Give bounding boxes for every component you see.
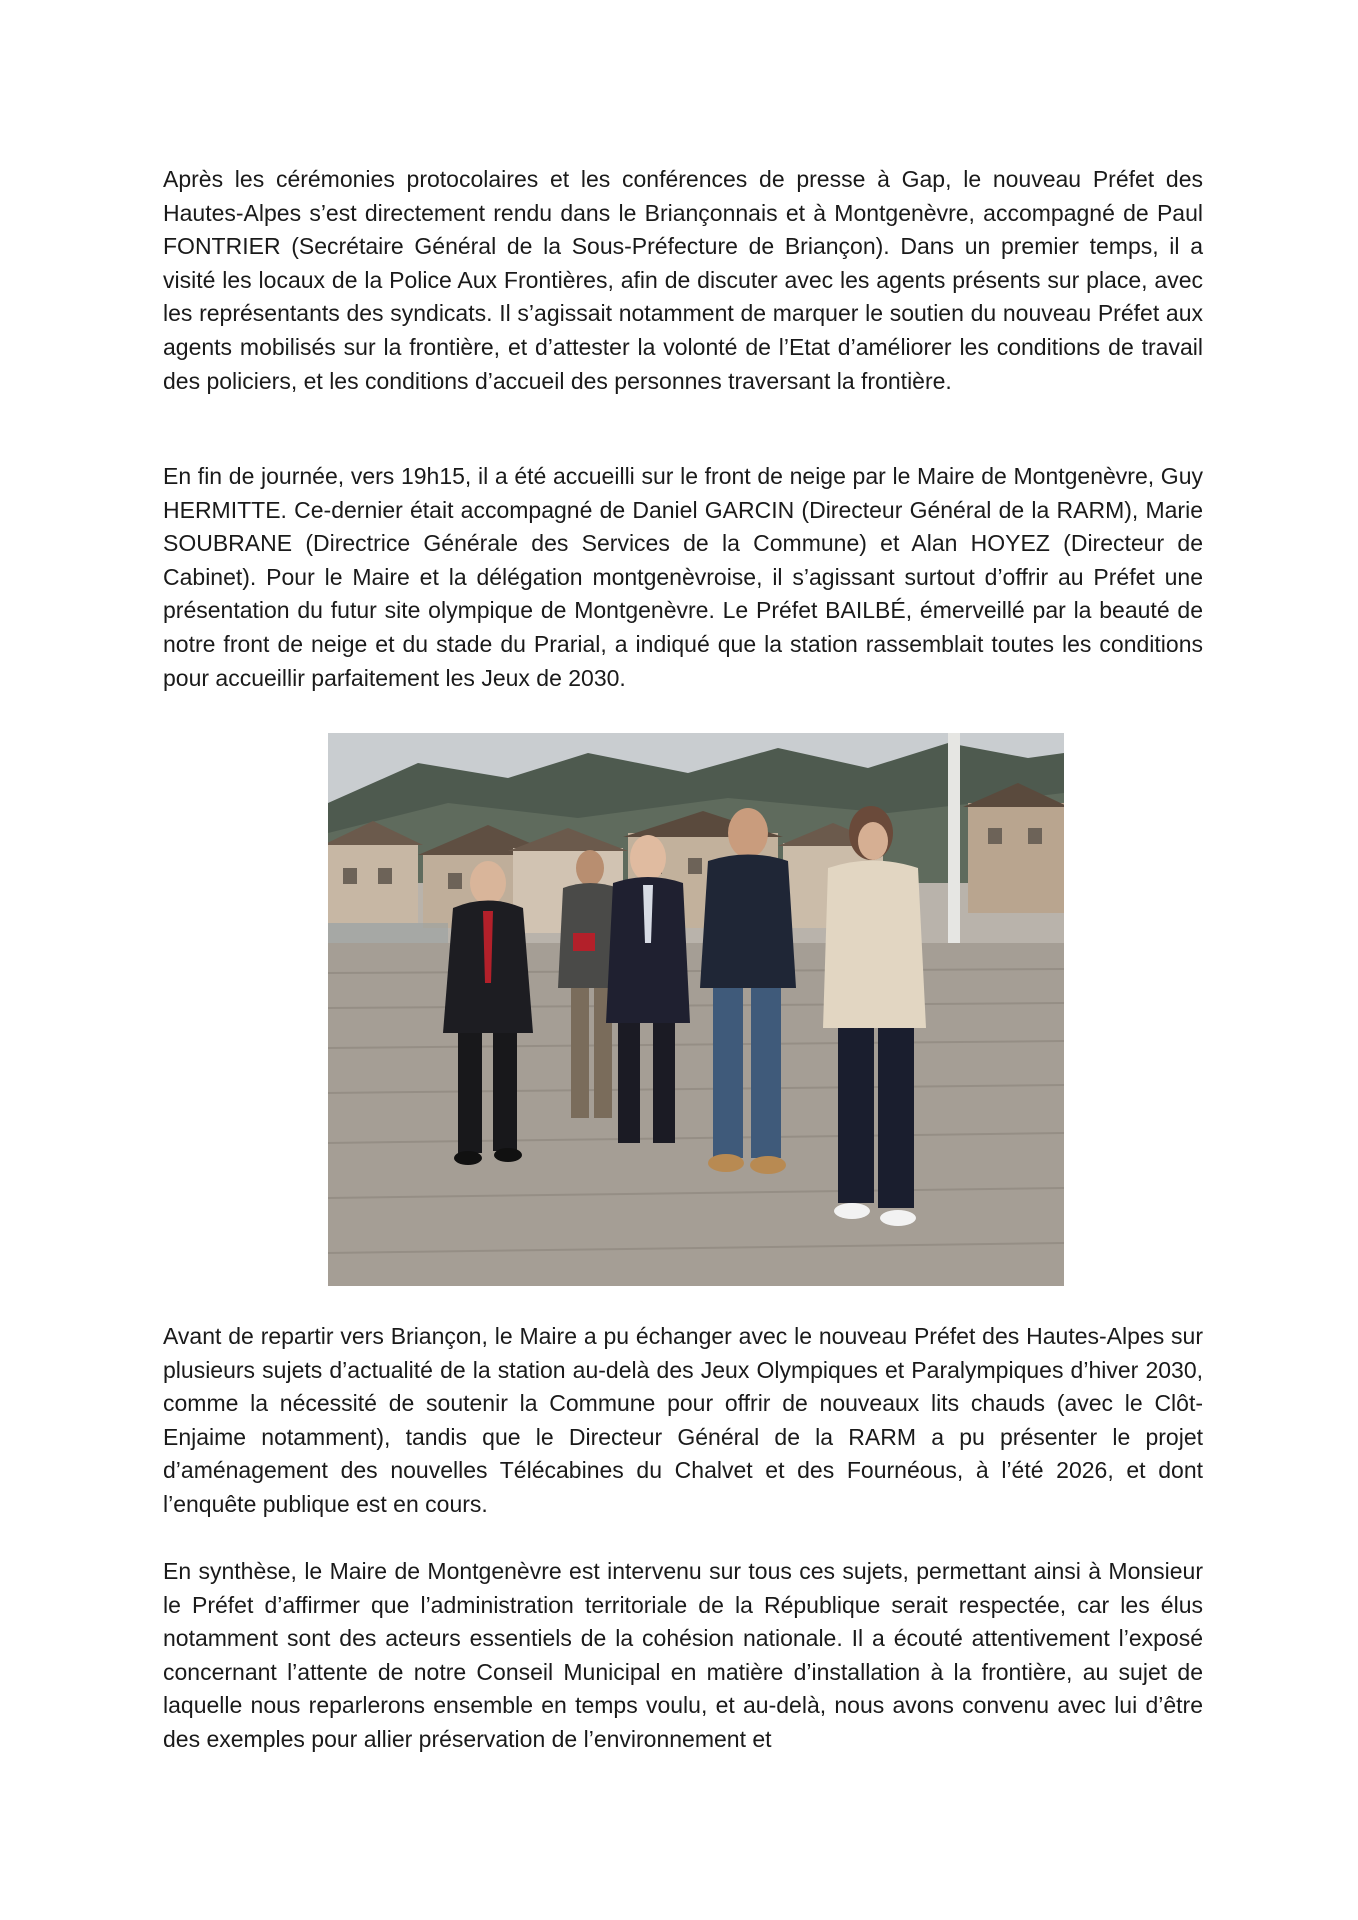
paragraph-prefect-visit: Après les cérémonies protocolaires et les conférences de presse à Gap, le nouveau Préfet des Hautes-Alpes s’est directement rendu dans le Briançonnais et à Montgenèvre, accompagné de Paul FONTRIER (Secrétaire Général de la Sous-Préfecture de Briançon). Dans un premier temps, il a visité les locaux de la Police Aux Frontières, afin de discuter avec les agents présents sur place, avec les représentants des syndicats. Il s’agissait notamment de marquer le soutien du nouveau Préfet aux agents mobilisés sur la frontière, et d’attester la volonté de l’Etat d’améliorer les conditions de travail des policiers, et les conditions d’accueil des personnes traversant la frontière. [163, 166, 1203, 394]
photo-deck [328, 943, 1064, 1286]
paragraph-synthesis: En synthèse, le Maire de Montgenèvre est intervenu sur tous ces sujets, permettant ainsi à Monsieur le Préfet d’affirmer que l’administration territoriale de la République serait respectée, car les élus notamment sont des acteurs essentiels de la cohésion nationale. Il a écouté attentivement l’exposé concernant l’attente de notre Conseil Municipal en matière d’installation à la frontière, au sujet de laquelle nous reparlerons ensemble en temps voulu, et au-delà, nous avons convenu avec lui d’être des exemples pour allier préservation de l’environnement et [163, 1558, 1203, 1752]
group-photo [328, 733, 1064, 1286]
paragraph-briancon-exchange: Avant de repartir vers Briançon, le Maire a pu échanger avec le nouveau Préfet des Hautes-Alpes sur plusieurs sujets d’actualité de la station au-delà des Jeux Olympiques et Paralympiques d’hiver 2030, comme la nécessité de soutenir la Commune pour offrir de nouveaux lits chauds (avec le Clôt-Enjaime notamment), tandis que le Directeur Général de la RARM a pu présenter le projet d’aménagement des nouvelles Télécabines du Chalvet et des Fournéous, à l’été 2026, et dont l’enquête publique est en cours. [163, 1323, 1203, 1517]
paragraph-evening-welcome: En fin de journée, vers 19h15, il a été accueilli sur le front de neige par le Maire de Montgenèvre, Guy HERMITTE. Ce-dernier était accompagné de Daniel GARCIN (Directeur Général de la RARM), Marie SOUBRANE (Directrice Générale des Services de la Commune) et Alan HOYEZ (Directeur de Cabinet). Pour le Maire et la délégation montgenèvroise, il s’agissant surtout d’offrir au Préfet une présentation du futur site olympique de Montgenèvre. Le Préfet BAILBÉ, émerveillé par la beauté de notre front de neige et du stade du Prarial, a indiqué que la station rassemblait toutes les conditions pour accueillir parfaitement les Jeux de 2030. [163, 463, 1203, 691]
